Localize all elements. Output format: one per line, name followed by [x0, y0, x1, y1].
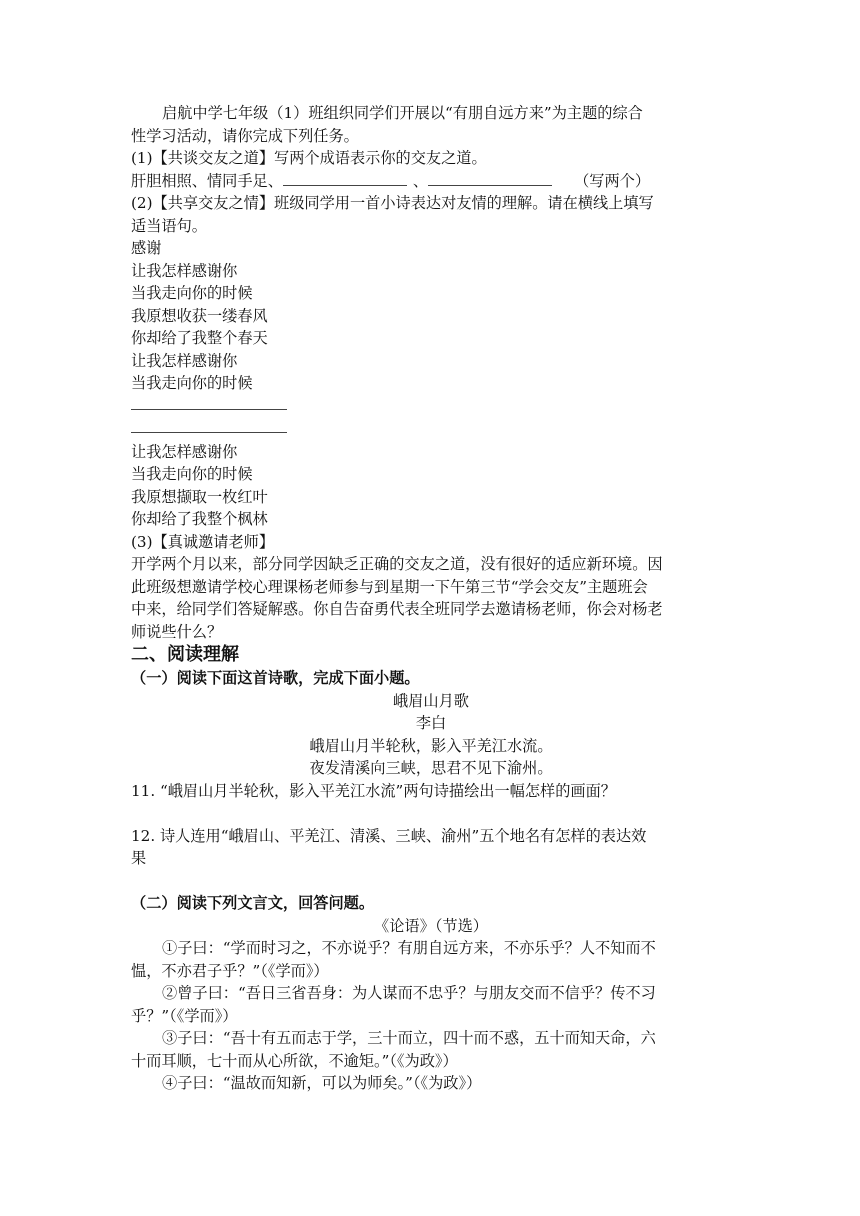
- poem-line: 当我走向你的时候: [131, 465, 253, 483]
- task1-answer-line: [131, 170, 731, 193]
- task1-suffix: （写两个）: [574, 171, 650, 190]
- poem-blank-2[interactable]: [131, 418, 287, 433]
- question-11: 11. “峨眉山月半轮秋，影入平羌江水流”两句诗描绘出一幅怎样的画面？: [131, 781, 616, 800]
- analects-paragraph-4: ④子曰：“温故而知新，可以为师矣。”（《为政》）: [162, 1074, 482, 1092]
- intro-line-2: 性学习活动，请你完成下列任务。: [131, 126, 359, 145]
- poem-line: 当我走向你的时候: [131, 284, 253, 302]
- idiom-blank-2[interactable]: [428, 171, 552, 186]
- poem-blank-1[interactable]: [131, 395, 287, 410]
- analects-paragraph-1: ①子曰：“学而时习之，不亦说乎？有朋自远方来，不亦乐乎？人不知而不: [162, 939, 656, 957]
- task1-separator: 、: [412, 171, 429, 190]
- task3-body-line: 此班级想邀请学校心理课杨老师参与到星期一下午第三节“学会交友”主题班会: [131, 577, 648, 596]
- analects-paragraph-3: ③子曰：“吾十有五而志于学，三十而立，四十而不惑，五十而知天命，六: [162, 1029, 656, 1047]
- poem-title: 峨眉山月歌: [393, 691, 469, 710]
- answer-space-12: [131, 870, 731, 893]
- analects-paragraph-3-cont: 十而耳顺，七十而从心所欲，不逾矩。”（《为政》）: [131, 1051, 458, 1070]
- part2-heading: （二）阅读下列文言文，回答问题。: [131, 894, 374, 912]
- analects-paragraph-1-cont: 愠，不亦君子乎？”（《学而》）: [131, 961, 329, 980]
- poem-line: 你却给了我整个枫林: [131, 510, 268, 528]
- poem-line: 你却给了我整个春天: [131, 329, 268, 347]
- poem-line: 让我怎样感谢你: [131, 351, 238, 370]
- poem-line: 让我怎样感谢你: [131, 261, 238, 280]
- poem-line: 我原想收获一缕春风: [131, 306, 268, 325]
- part1-heading: （一）阅读下面这首诗歌，完成下面小题。: [131, 669, 420, 687]
- poem-line: 感谢: [131, 239, 162, 257]
- task3-title: (3)【真诚邀请老师】: [131, 532, 275, 551]
- question-12-line-2: 果: [131, 849, 147, 867]
- analects-paragraph-2-cont: 乎？”（《学而》）: [131, 1006, 238, 1025]
- task2-title-line-2: 适当语句。: [131, 216, 207, 235]
- question-12-line-1: 12. 诗人连用“峨眉山、平羌江、清溪、三峡、渝州”五个地名有怎样的表达效: [131, 826, 647, 845]
- poem-author: 李白: [415, 714, 447, 732]
- idiom-blank-1[interactable]: [283, 171, 407, 186]
- classical-title: 《论语》（节选）: [374, 916, 488, 935]
- section2-heading: 二、阅读理解: [131, 644, 239, 665]
- poem-verse: 峨眉山月半轮秋，影入平羌江水流。: [309, 736, 553, 755]
- document-page: [131, 102, 731, 1095]
- task2-title-line-1: (2)【共享交友之情】班级同学用一首小诗表达对友情的理解。请在横线上填写: [131, 194, 654, 212]
- task3-body-line: 中来，给同学们答疑解惑。你自告奋勇代表全班同学去邀请杨老师，你会对杨老: [131, 600, 663, 618]
- poem-line: 让我怎样感谢你: [131, 442, 238, 461]
- analects-paragraph-2: ②曾子曰：“吾日三省吾身：为人谋而不忠乎？与朋友交而不信乎？传不习: [162, 984, 656, 1002]
- task1-prefix: 肝胆相照、情同手足、: [131, 171, 283, 190]
- poem-line: 当我走向你的时候: [131, 374, 253, 392]
- task3-body-line: 开学两个月以来，部分同学因缺乏正确的交友之道，没有很好的适应新环境。因: [131, 555, 663, 573]
- task3-body-line: 师说些什么？: [131, 622, 223, 641]
- task1-title: (1)【共谈交友之道】写两个成语表示你的交友之道。: [131, 149, 487, 167]
- poem-verse: 夜发清溪向三峡，思君不见下渝州。: [309, 759, 553, 777]
- answer-space-11: [131, 802, 731, 825]
- poem-line: 我原想撷取一枚红叶: [131, 487, 268, 506]
- intro-line-1: 启航中学七年级（1）班组织同学们开展以“有朋自远方来”为主题的综合: [162, 104, 643, 122]
